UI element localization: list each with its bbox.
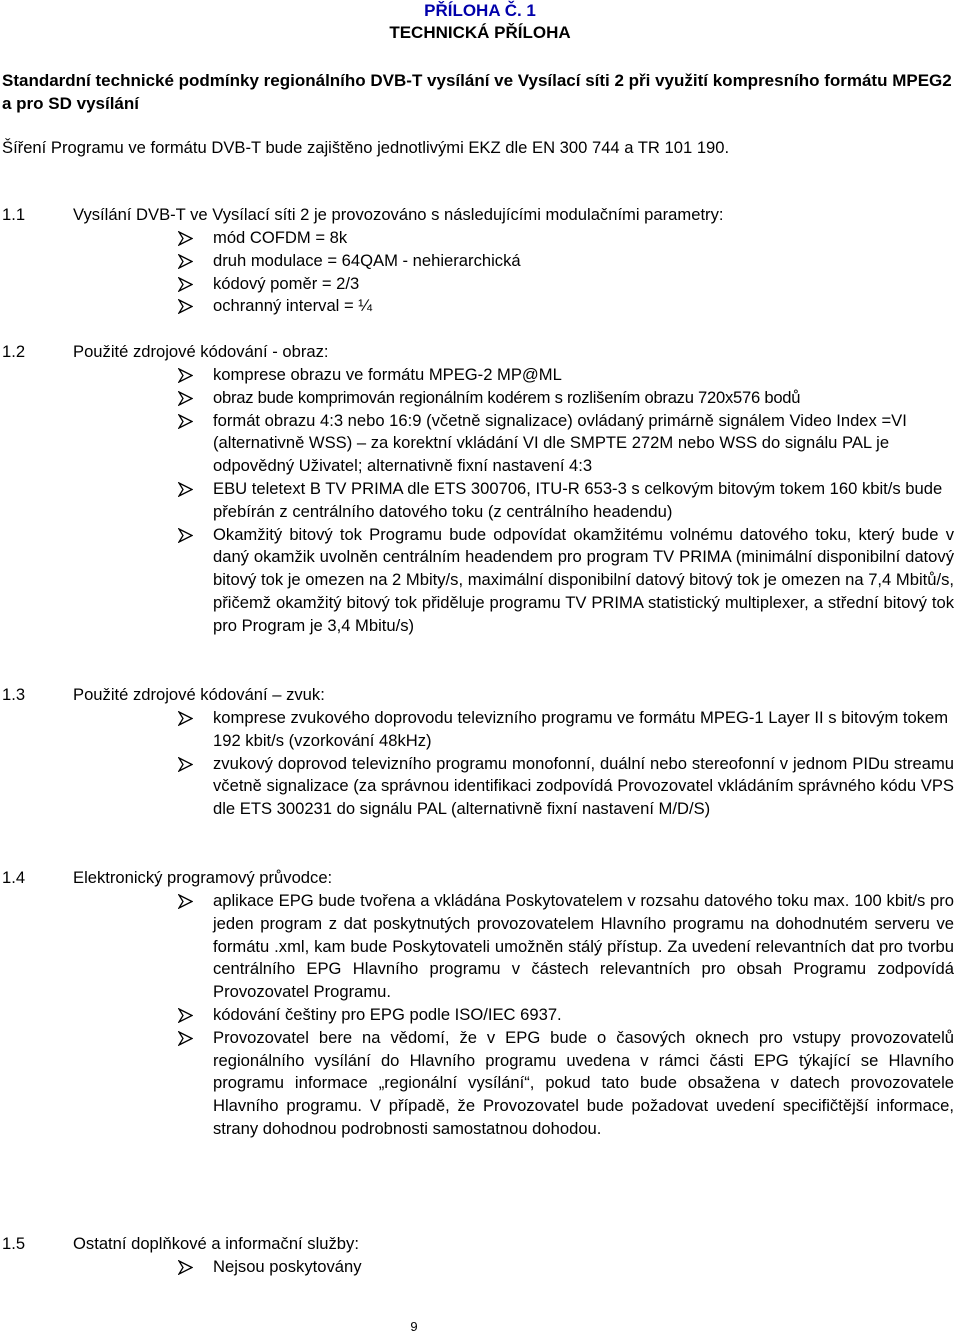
list-item-text: EBU teletext B TV PRIMA dle ETS 300706, ITU-R 653-3 s celkovým bitovým tokem 160 kbit/s bude přebírán z centrálního datového toku (z centrálního headendu): [213, 478, 943, 521]
list-item-text: Okamžitý bitový tok Programu bude odpovídat okamžitému volnému datového toku, který bude v daný okamžik uvolněn centrálním headendem pro program TV PRIMA (minimální disponibilní datový bitový tok je omezen na 2 Mbity/s, maximální disponibilní datový bitový tok je omezen na 7,4 Mbitů/s, přičemž okamžitý bitový tok přiděluje programu TV PRIMA statistický multiplexer, a střední bitový tok pro Program je 3,4 Mbitu/s): [213, 524, 954, 635]
section-1-4: [0, 867, 960, 1141]
bullet-list: [0, 890, 960, 1141]
list-item: [0, 1027, 960, 1141]
list-item: [0, 753, 960, 821]
section-number: 1.1: [2, 205, 26, 224]
bullet-list: [0, 707, 960, 821]
list-item: [0, 890, 960, 1004]
arrow-bullet-icon: [178, 482, 193, 497]
list-item-text: formát obrazu 4:3 nebo 16:9 (včetně signalizace) ovládaný primárně signálem Video Index =VI (alternativně WSS) – za korektní vkládání VI dle SMPTE 272M nebo WSS do signálu PAL je odpovědný Uživatel; alternativně fixní nastavení 4:3: [213, 410, 907, 476]
section-title: Vysílání DVB-T ve Vysílací síti 2 je provozováno s následujícími modulačními parametry:: [73, 205, 724, 224]
section-title: Ostatní doplňkové a informační služby:: [73, 1234, 359, 1253]
section-title: Použité zdrojové kódování - obraz:: [73, 342, 329, 361]
arrow-bullet-icon: [178, 254, 193, 269]
list-item: [0, 364, 960, 387]
arrow-bullet-icon: [178, 757, 193, 772]
section-heading: [0, 684, 960, 707]
list-item-text: komprese obrazu ve formátu MPEG-2 MP@ML: [213, 365, 562, 384]
list-item-text: aplikace EPG bude tvořena a vkládána Poskytovatelem v rozsahu datového toku max. 100 kbit/s pro jeden program z dat poskytnutých provozovatelem Hlavního programu na dohodnutém serveru ve formátu .xml, kam bude Poskytovateli umožněn stálý přístup. Za uvedení relevantních dat pro tvorbu centrálního EPG Hlavního programu v částech relevantních pro obsah Programu zodpovídá Provozovatel Programu.: [213, 891, 954, 1002]
annex-heading: PŘÍLOHA Č. 1: [424, 1, 536, 20]
bullet-list: [0, 364, 960, 638]
list-item-text: Nejsou poskytovány: [213, 1257, 362, 1276]
list-item-text: Provozovatel bere na vědomí, že v EPG bude o časových oknech pro vstupy provozovatelů regionálního vysílání do Hlavního programu uvedena v rámci části EPG týkající se Hlavního programu informace „regionální vysílání“, pokud tato bude obsažena v datech provozovatele Hlavního programu. V případě, že Provozovatel bude požadovat uvedení specifičtější informace, strany dohodnou podrobnosti samostatnou dohodou.: [213, 1027, 954, 1138]
section-heading: [0, 204, 960, 227]
section-number: 1.3: [2, 685, 26, 704]
list-item-text: druh modulace = 64QAM - nehierarchická: [213, 250, 521, 270]
arrow-bullet-icon: [178, 299, 193, 314]
list-item-text: zvukový doprovod televizního programu monofonní, duální nebo stereofonní v jednom PIDu streamu včetně signalizace (za správnou identifikaci zodpovídá Provozovatel vkládáním správného kódu VPS dle ETS 300231 do signálu PAL (alternativně fixní nastavení M/D/S): [213, 753, 954, 819]
arrow-bullet-icon: [178, 711, 193, 726]
list-item: [0, 524, 960, 638]
list-item: [0, 707, 960, 753]
bullet-list: [0, 227, 960, 318]
arrow-bullet-icon: [178, 391, 193, 406]
section-title: Použité zdrojové kódování – zvuk:: [73, 685, 325, 704]
intro-paragraph: Šíření Programu ve formátu DVB-T bude zajištěno jednotlivými EKZ dle EN 300 744 a TR 101 190.: [2, 138, 730, 157]
arrow-bullet-icon: [178, 368, 193, 383]
list-item: [0, 295, 960, 318]
list-item: [0, 1256, 960, 1279]
section-number: 1.5: [2, 1234, 26, 1253]
list-item: [0, 227, 960, 250]
bullet-list: [0, 1256, 960, 1279]
arrow-bullet-icon: [178, 231, 193, 246]
technical-annex-title: TECHNICKÁ PŘÍLOHA: [389, 23, 571, 42]
section-heading: [0, 341, 960, 364]
list-item: [0, 273, 960, 296]
arrow-bullet-icon: [178, 894, 193, 909]
section-heading: [0, 867, 960, 890]
standard-conditions-title: Standardní technické podmínky regionálního DVB-T vysílání ve Vysílací síti 2 při využití kompresního formátu MPEG2 a pro SD vysílání: [2, 71, 952, 113]
arrow-bullet-icon: [178, 277, 193, 292]
list-item: [0, 478, 960, 524]
section-1-5: [0, 1233, 960, 1279]
arrow-bullet-icon: [178, 1008, 193, 1023]
list-item: [0, 250, 960, 273]
arrow-bullet-icon: [178, 1260, 193, 1275]
list-item: [0, 410, 960, 478]
section-1-1: [0, 204, 960, 318]
section-1-2: [0, 341, 960, 638]
section-1-3: [0, 684, 960, 821]
page-number: 9: [410, 1319, 418, 1334]
list-item-text: obraz bude komprimován regionálním kodérem s rozlišením obrazu 720x576 bodů: [213, 387, 801, 407]
list-item-text: ochranný interval = ¼: [213, 296, 373, 316]
list-item-text: mód COFDM = 8k: [213, 228, 348, 247]
list-item-text: komprese zvukového doprovodu televizního programu ve formátu MPEG-1 Layer II s bitovým tokem 192 kbit/s (vzorkování 48kHz): [213, 708, 949, 750]
arrow-bullet-icon: [178, 1031, 193, 1046]
list-item-text: kódový poměr = 2/3: [213, 273, 360, 293]
section-number: 1.2: [2, 342, 26, 361]
arrow-bullet-icon: [178, 414, 193, 429]
list-item-text: kódování češtiny pro EPG podle ISO/IEC 6937.: [213, 1004, 562, 1024]
section-number: 1.4: [2, 868, 26, 887]
list-item: [0, 387, 960, 410]
section-title: Elektronický programový průvodce:: [73, 868, 333, 887]
list-item: [0, 1004, 960, 1027]
section-heading: [0, 1233, 960, 1256]
arrow-bullet-icon: [178, 528, 193, 543]
